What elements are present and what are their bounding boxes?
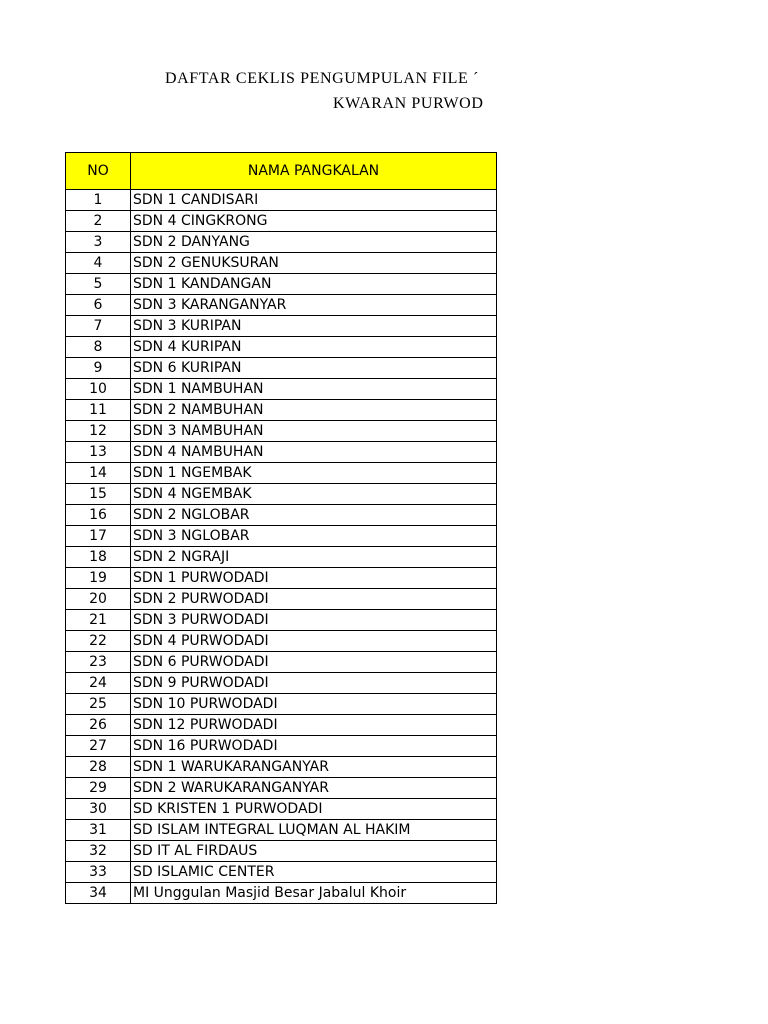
pangkalan-name: SD KRISTEN 1 PURWODADI: [131, 799, 497, 820]
pangkalan-name: SDN 16 PURWODADI: [131, 736, 497, 757]
table-row: [66, 526, 497, 547]
pangkalan-name: SDN 4 CINGKRONG: [131, 211, 497, 232]
pangkalan-name: SDN 2 WARUKARANGANYAR: [131, 778, 497, 799]
row-number: 1: [66, 190, 131, 211]
pangkalan-name: SDN 1 NAMBUHAN: [131, 379, 497, 400]
pangkalan-name: SDN 3 KARANGANYAR: [131, 295, 497, 316]
table-row: [66, 610, 497, 631]
table-row: [66, 253, 497, 274]
row-number: 17: [66, 526, 131, 547]
pangkalan-name: SDN 10 PURWODADI: [131, 694, 497, 715]
row-number: 15: [66, 484, 131, 505]
row-number: 9: [66, 358, 131, 379]
row-number: 8: [66, 337, 131, 358]
table-row: [66, 652, 497, 673]
table-row: [66, 631, 497, 652]
row-number: 5: [66, 274, 131, 295]
row-number: 18: [66, 547, 131, 568]
row-number: 27: [66, 736, 131, 757]
pangkalan-name: SDN 3 NGLOBAR: [131, 526, 497, 547]
pangkalan-name: SDN 1 WARUKARANGANYAR: [131, 757, 497, 778]
table-row: [66, 421, 497, 442]
table-row: [66, 295, 497, 316]
pangkalan-name: SDN 2 PURWODADI: [131, 589, 497, 610]
table-row: [66, 337, 497, 358]
pangkalan-table: [65, 152, 497, 904]
row-number: 19: [66, 568, 131, 589]
row-number: 26: [66, 715, 131, 736]
table-row: [66, 862, 497, 883]
table-row: [66, 694, 497, 715]
table-row: [66, 799, 497, 820]
row-number: 30: [66, 799, 131, 820]
row-number: 25: [66, 694, 131, 715]
row-number: 12: [66, 421, 131, 442]
pangkalan-name: SDN 1 CANDISARI: [131, 190, 497, 211]
table-header-row: [66, 153, 497, 190]
row-number: 31: [66, 820, 131, 841]
pangkalan-name: SDN 6 PURWODADI: [131, 652, 497, 673]
column-header-no: NO: [66, 153, 131, 190]
row-number: 4: [66, 253, 131, 274]
pangkalan-name: SDN 4 NAMBUHAN: [131, 442, 497, 463]
table-row: [66, 841, 497, 862]
table-body: [66, 190, 497, 904]
row-number: 32: [66, 841, 131, 862]
table-row: [66, 358, 497, 379]
table-row: [66, 883, 497, 904]
row-number: 29: [66, 778, 131, 799]
table-row: [66, 757, 497, 778]
table-row: [66, 232, 497, 253]
table-row: [66, 442, 497, 463]
table-row: [66, 190, 497, 211]
row-number: 16: [66, 505, 131, 526]
table-row: [66, 274, 497, 295]
pangkalan-name: SDN 2 NGRAJI: [131, 547, 497, 568]
pangkalan-name: SDN 1 NGEMBAK: [131, 463, 497, 484]
row-number: 10: [66, 379, 131, 400]
table-row: [66, 778, 497, 799]
pangkalan-name: SDN 2 GENUKSURAN: [131, 253, 497, 274]
pangkalan-name: SDN 4 KURIPAN: [131, 337, 497, 358]
table-row: [66, 400, 497, 421]
row-number: 14: [66, 463, 131, 484]
row-number: 11: [66, 400, 131, 421]
pangkalan-name: SDN 3 KURIPAN: [131, 316, 497, 337]
pangkalan-name: SDN 3 PURWODADI: [131, 610, 497, 631]
table-row: [66, 379, 497, 400]
row-number: 34: [66, 883, 131, 904]
row-number: 7: [66, 316, 131, 337]
table-row: [66, 463, 497, 484]
pangkalan-name: MI Unggulan Masjid Besar Jabalul Khoir: [131, 883, 497, 904]
row-number: 3: [66, 232, 131, 253]
table-row: [66, 820, 497, 841]
row-number: 28: [66, 757, 131, 778]
table-row: [66, 715, 497, 736]
row-number: 24: [66, 673, 131, 694]
table-row: [66, 568, 497, 589]
table-row: [66, 673, 497, 694]
table-row: [66, 589, 497, 610]
pangkalan-name: SDN 2 DANYANG: [131, 232, 497, 253]
table-row: [66, 316, 497, 337]
pangkalan-name: SDN 3 NAMBUHAN: [131, 421, 497, 442]
table-row: [66, 211, 497, 232]
pangkalan-name: SDN 2 NAMBUHAN: [131, 400, 497, 421]
pangkalan-name: SD IT AL FIRDAUS: [131, 841, 497, 862]
row-number: 6: [66, 295, 131, 316]
pangkalan-name: SDN 12 PURWODADI: [131, 715, 497, 736]
pangkalan-name: SD ISLAMIC CENTER: [131, 862, 497, 883]
row-number: 33: [66, 862, 131, 883]
pangkalan-name: SDN 1 KANDANGAN: [131, 274, 497, 295]
pangkalan-name: SDN 6 KURIPAN: [131, 358, 497, 379]
pangkalan-name: SDN 2 NGLOBAR: [131, 505, 497, 526]
table-row: [66, 736, 497, 757]
table-row: [66, 505, 497, 526]
row-number: 13: [66, 442, 131, 463]
document-title-line-1: DAFTAR CEKLIS PENGUMPULAN FILE ´: [165, 70, 479, 87]
table-row: [66, 484, 497, 505]
row-number: 23: [66, 652, 131, 673]
row-number: 2: [66, 211, 131, 232]
row-number: 22: [66, 631, 131, 652]
pangkalan-name: SDN 1 PURWODADI: [131, 568, 497, 589]
column-header-name: NAMA PANGKALAN: [131, 153, 497, 190]
pangkalan-name: SDN 9 PURWODADI: [131, 673, 497, 694]
pangkalan-name: SD ISLAM INTEGRAL LUQMAN AL HAKIM: [131, 820, 497, 841]
pangkalan-name: SDN 4 PURWODADI: [131, 631, 497, 652]
pangkalan-name: SDN 4 NGEMBAK: [131, 484, 497, 505]
row-number: 20: [66, 589, 131, 610]
row-number: 21: [66, 610, 131, 631]
document-title-line-2: KWARAN PURWOD: [333, 95, 484, 112]
table-row: [66, 547, 497, 568]
